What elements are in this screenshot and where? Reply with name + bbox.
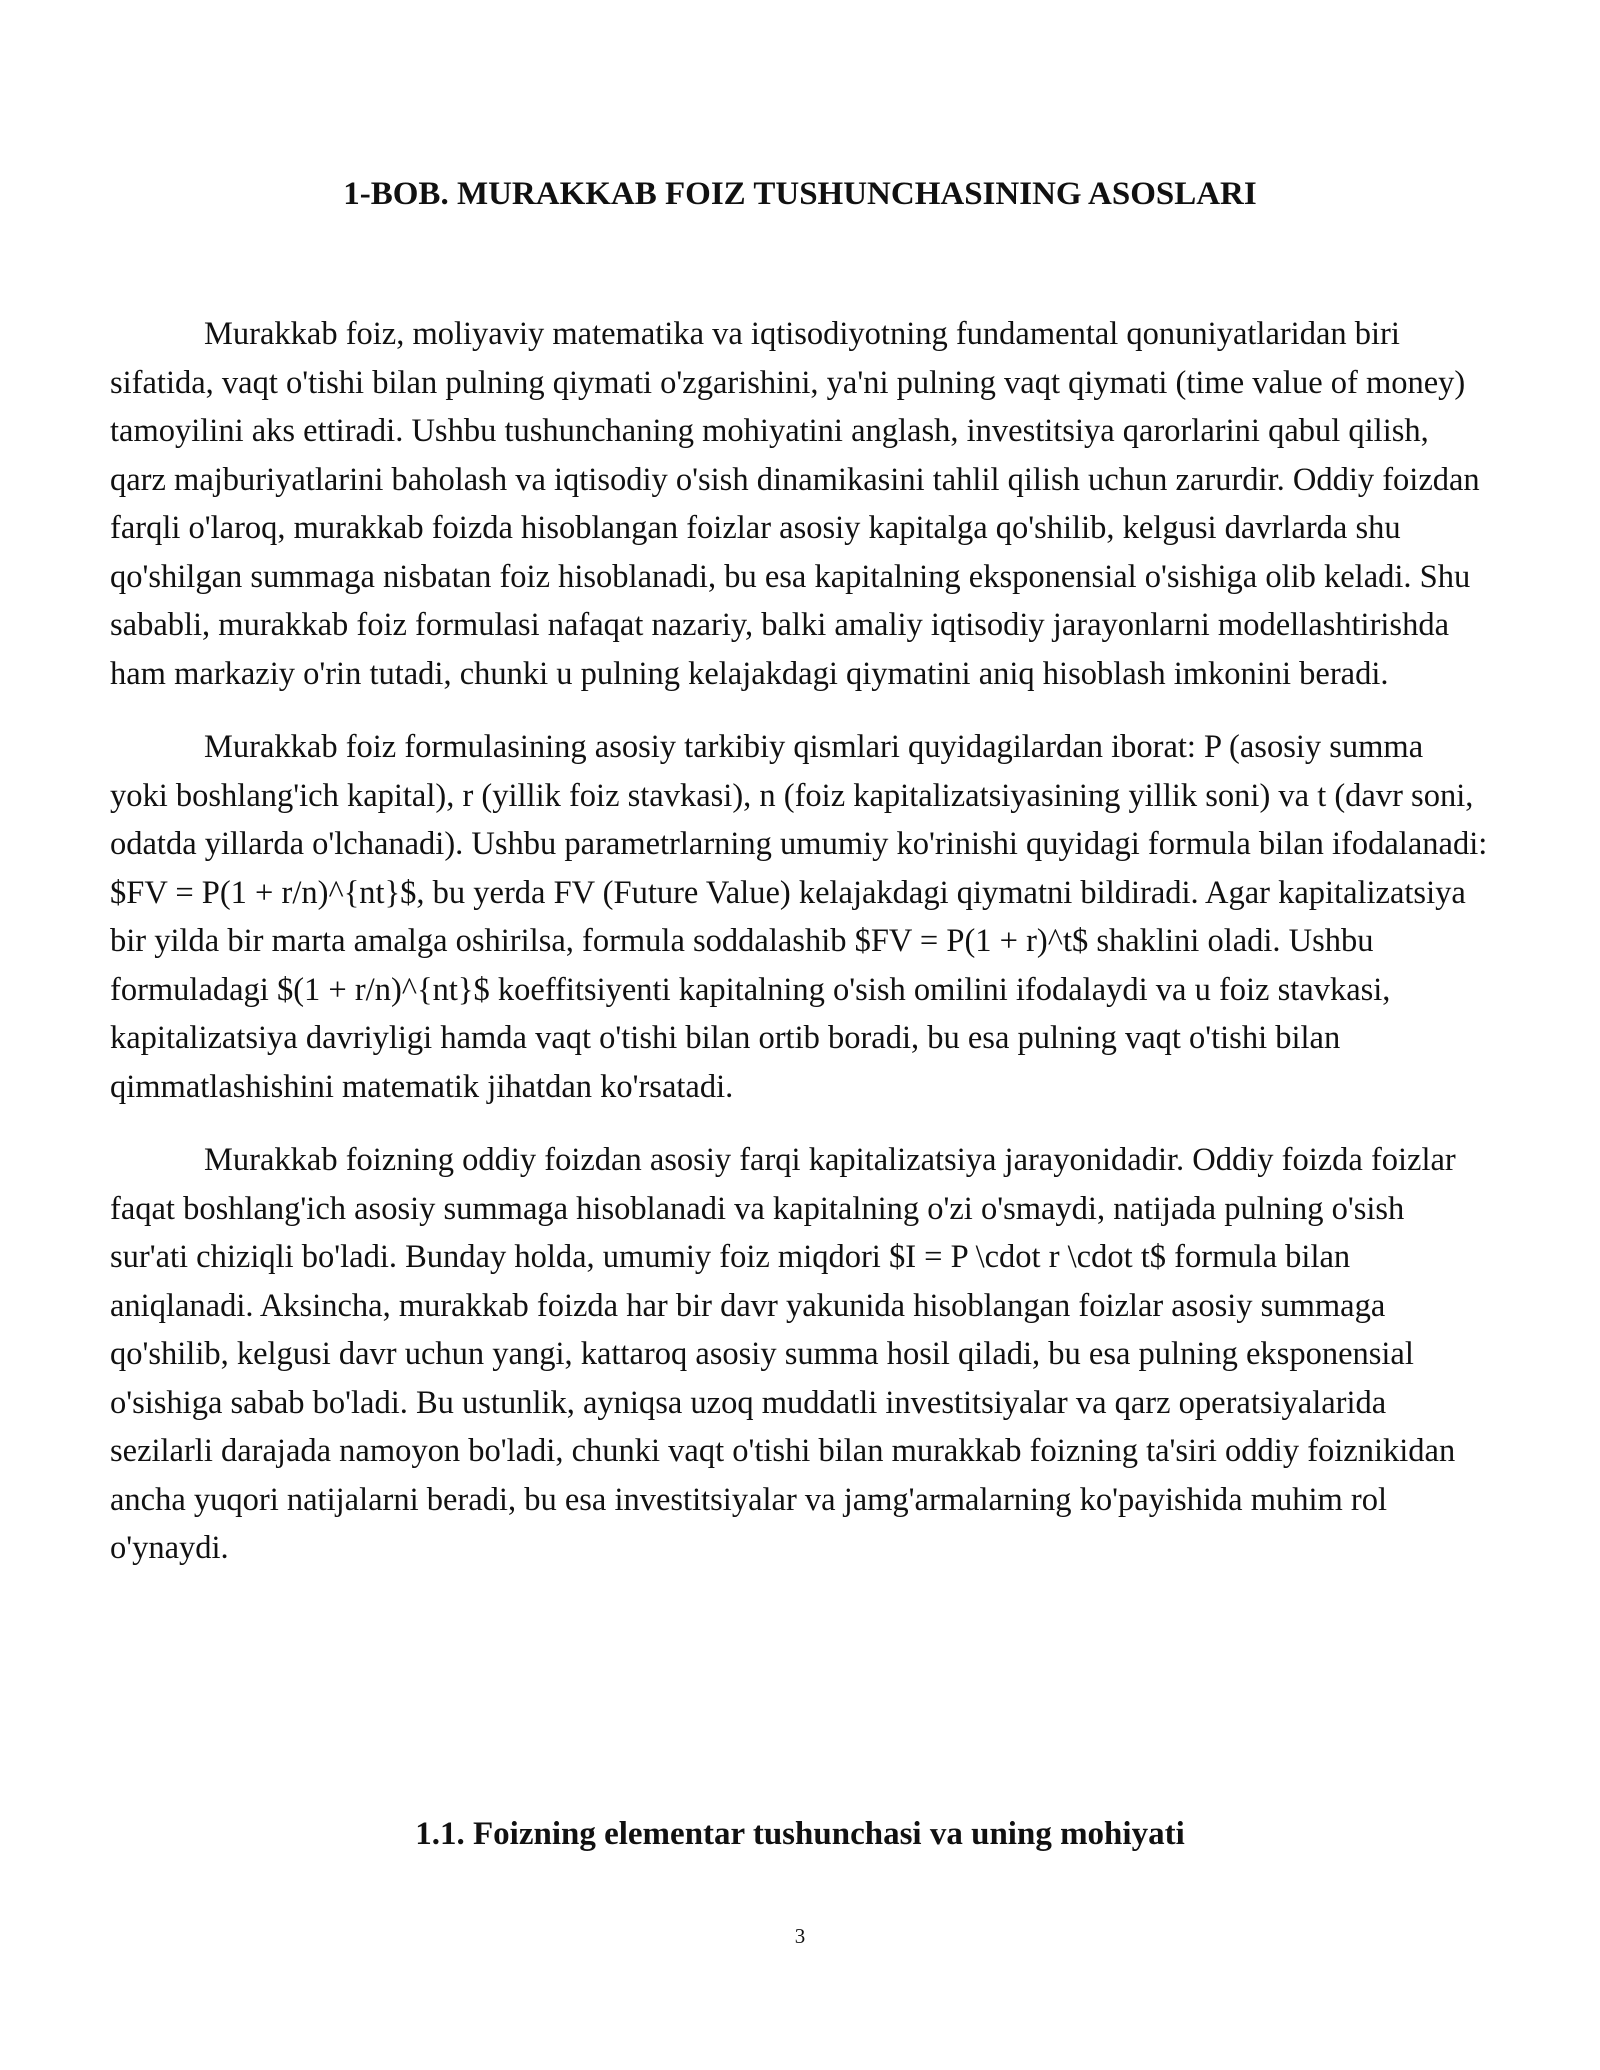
body-text: [110, 310, 1488, 1598]
chapter-title: 1-BOB. MURAKKAB FOIZ TUSHUNCHASINING ASOSLARI: [343, 176, 1257, 212]
section-title: 1.1. Foizning elementar tushunchasi va uning mohiyati: [415, 1816, 1185, 1852]
paragraph-simple-vs-compound: Murakkab foizning oddiy foizdan asosiy farqi kapitalizatsiya jarayonidadir. Oddiy foizda foizlar faqat boshlang'ich asosiy summaga hisoblanadi va kapitalning o'zi o'smaydi, natijada pulning o'sish sur'ati chiziqli bo'ladi. Bunday holda, umumiy foiz miqdori $I = P \cdot r \cdot t$ formula bilan aniqlanadi. Aksincha, murakkab foizda har bir davr yakunida hisoblangan foizlar asosiy summaga qo'shilib, kelgusi davr uchun yangi, kattaroq asosiy summa hosil qiladi, bu esa pulning eksponensial o'sishiga sabab bo'ladi. Bu ustunlik, ayniqsa uzoq muddatli investitsiyalar va qarz operatsiyalarida sezilarli darajada namoyon bo'ladi, chunki vaqt o'tishi bilan murakkab foizning ta'siri oddiy foiznikidan ancha yuqori natijalarni beradi, bu esa investitsiyalar va jamg'armalarning ko'payishida muhim rol o'ynaydi.: [110, 1142, 1456, 1566]
paragraph-formula-components: Murakkab foiz formulasining asosiy tarkibiy qismlari quyidagilardan iborat: P (asosiy summa yoki boshlang'ich kapital), r (yillik foiz stavkasi), n (foiz kapitalizatsiyasining yillik soni) va t (davr soni, odatda yillarda o'lchanadi). Ushbu parametrlarning umumiy ko'rinishi quyidagi formula bilan ifodalanadi: $FV = P(1 + r/n)^{nt}$, bu yerda FV (Future Value) kelajakdagi qiymatni bildiradi. Agar kapitalizatsiya bir yilda bir marta amalga oshirilsa, formula soddalashib $FV = P(1 + r)^t$ shaklini oladi. Ushbu formuladagi $(1 + r/n)^{nt}$ koeffitsiyenti kapitalning o'sish omilini ifodalaydi va u foiz stavkasi, kapitalizatsiya davriyligi hamda vaqt o'tishi bilan ortib boradi, bu esa pulning vaqt o'tishi bilan qimmatlashishini matematik jihatdan ko'rsatadi.: [110, 729, 1488, 1105]
paragraph-compound-interest-intro: Murakkab foiz, moliyaviy matematika va iqtisodiyotning fundamental qonuniyatlaridan biri sifatida, vaqt o'tishi bilan pulning qiymati o'zgarishini, ya'ni pulning vaqt qiymati (time value of money) tamoyilini aks ettiradi. Ushbu tushunchaning mohiyatini anglash, investitsiya qarorlarini qabul qilish, qarz majburiyatlarini baholash va iqtisodiy o'sish dinamikasini tahlil qilish uchun zarurdir. Oddiy foizdan farqli o'laroq, murakkab foizda hisoblangan foizlar asosiy kapitalga qo'shilib, kelgusi davrlarda shu qo'shilgan summaga nisbatan foiz hisoblanadi, bu esa kapitalning eksponensial o'sishiga olib keladi. Shu sababli, murakkab foiz formulasi nafaqat nazariy, balki amaliy iqtisodiy jarayonlarni modellashtirishda ham markaziy o'rin tutadi, chunki u pulning kelajakdagi qiymatini aniq hisoblash imkonini beradi.: [110, 316, 1480, 692]
page-number: 3: [794, 1924, 806, 1948]
